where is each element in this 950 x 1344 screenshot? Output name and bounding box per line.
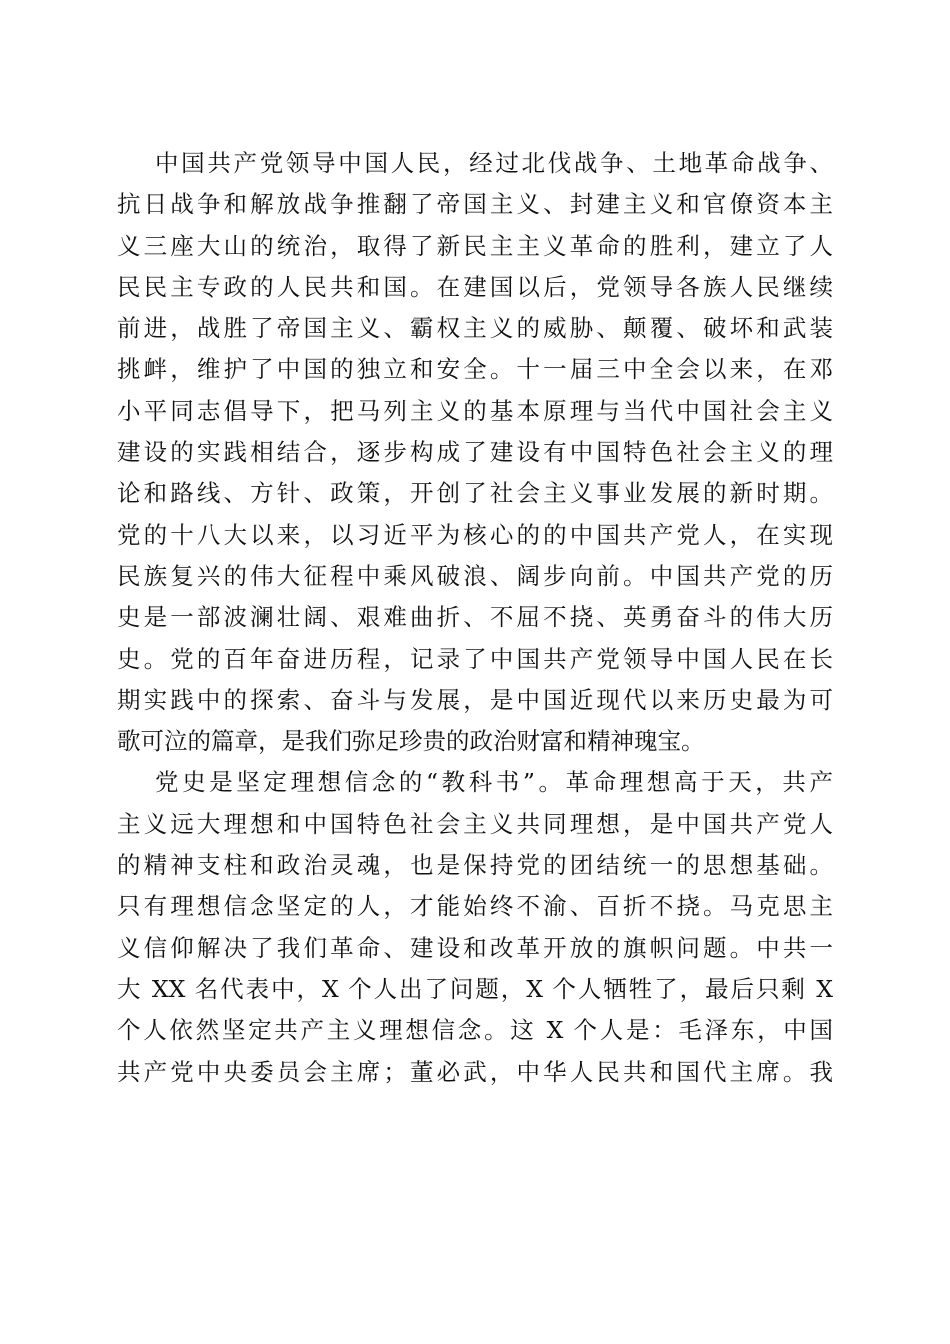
text-line: 建设的实践相结合，逐步构成了建设有中国特色社会主义的理 bbox=[117, 438, 833, 467]
text-line: 共产党中央委员会主席；董必武，中华人民共和国代主席。我 bbox=[117, 1057, 833, 1086]
text-line: 党史是坚定理想信念的“教科书”。革命理想高于天，共产 bbox=[155, 768, 833, 797]
text-line: 个人依然坚定共产主义理想信念。这 X 个人是：毛泽东，中国 bbox=[117, 1016, 833, 1045]
paragraph-1 bbox=[117, 143, 833, 762]
text-line: 主义远大理想和中国特色社会主义共同理想，是中国共产党人 bbox=[117, 809, 833, 838]
text-line: 抗日战争和解放战争推翻了帝国主义、封建主义和官僚资本主 bbox=[117, 190, 833, 219]
text-line: 史是一部波澜壮阔、艰难曲折、不屈不挠、英勇奋斗的伟大历 bbox=[117, 603, 833, 632]
text-line: 歌可泣的篇章，是我们弥足珍贵的政治财富和精神瑰宝。 bbox=[117, 727, 705, 756]
text-line: 义信仰解决了我们革命、建设和改革开放的旗帜问题。中共一 bbox=[117, 933, 833, 962]
text-line: 论和路线、方针、政策，开创了社会主义事业发展的新时期。 bbox=[117, 479, 833, 508]
text-line: 中国共产党领导中国人民，经过北伐战争、土地革命战争、 bbox=[155, 149, 833, 177]
text-line: 党的十八大以来，以习近平为核心的的中国共产党人，在实现 bbox=[117, 520, 833, 549]
text-line: 民民主专政的人民共和国。在建国以后，党领导各族人民继续 bbox=[117, 272, 833, 301]
text-line: 期实践中的探索、奋斗与发展，是中国近现代以来历史最为可 bbox=[117, 685, 833, 714]
paragraph-2 bbox=[117, 762, 833, 1092]
text-line: 的精神支柱和政治灵魂，也是保持党的团结统一的思想基础。 bbox=[117, 851, 833, 880]
text-line: 民族复兴的伟大征程中乘风破浪、阔步向前。中国共产党的历 bbox=[117, 561, 833, 590]
text-line: 史。党的百年奋进历程，记录了中国共产党领导中国人民在长 bbox=[117, 644, 833, 673]
text-line: 挑衅，维护了中国的独立和安全。十一届三中全会以来，在邓 bbox=[117, 355, 833, 384]
text-line: 只有理想信念坚定的人，才能始终不渝、百折不挠。马克思主 bbox=[117, 892, 833, 921]
text-line: 大 XX 名代表中，X 个人出了问题，X 个人牺牲了，最后只剩 X bbox=[117, 974, 833, 1003]
document-body bbox=[117, 143, 833, 1093]
text-line: 义三座大山的统治，取得了新民主主义革命的胜利，建立了人 bbox=[117, 231, 833, 260]
text-line: 前进，战胜了帝国主义、霸权主义的威胁、颠覆、破坏和武装 bbox=[117, 314, 833, 343]
text-line: 小平同志倡导下，把马列主义的基本原理与当代中国社会主义 bbox=[117, 396, 833, 425]
